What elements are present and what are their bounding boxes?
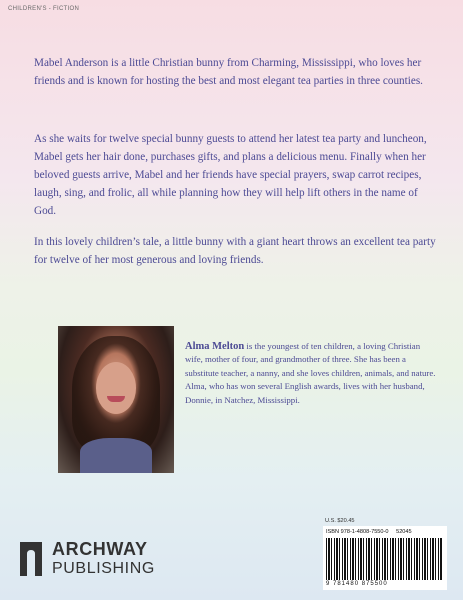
blurb-paragraph-2: As she waits for twelve special bunny guests to attend her latest tea party and luncheon, Mabel gets her hair done, purchases gifts, and plans a delicious menu. Finally when her beloved guests arrive, Mabel and her friends have special prayers, swap carrot recipes, laugh, sing, and frolic, all while planning how they will help lift others in the name of God. <box>34 133 427 217</box>
author-bio <box>185 340 440 407</box>
barcode-digits: 9 781480 875500 <box>326 581 388 587</box>
publisher-name-line1: ARCHWAY <box>52 539 148 559</box>
author-bio-text: is the youngest of ten children, a loving Christian wife, mother of four, and grandmother of three. She has been a substitute teacher, a nanny, and she loves children, animals, and nature. Alma, who has won several English awards, lives with her husband, Donnie, in Natchez, Mississippi. <box>185 341 436 405</box>
price-label: U.S. $20.45 <box>325 518 355 524</box>
isbn-number: ISBN 978-1-4808-7550-0 <box>326 529 389 535</box>
genre-label: CHILDREN'S - FICTION <box>8 6 80 12</box>
author-name: Alma Melton <box>185 341 245 352</box>
publisher-name-line2: PUBLISHING <box>52 560 155 577</box>
archway-logo-icon <box>18 540 44 578</box>
blurb-paragraph-3: In this lovely children’s tale, a little bunny with a giant heart throws an excellent tea party for twelve of her most generous and loving friends. <box>34 236 436 266</box>
isbn-text <box>326 529 412 535</box>
isbn-barcode <box>323 526 447 590</box>
barcode-bars <box>326 538 442 580</box>
author-photo-face <box>96 362 136 414</box>
isbn-price-code: 52045 <box>396 529 412 535</box>
author-photo <box>58 326 174 473</box>
blurb-paragraph-1: Mabel Anderson is a little Christian bunny from Charming, Mississippi, who loves her friends and is known for hosting the best and most elegant tea parties in three counties. <box>34 57 423 87</box>
publisher-name <box>52 540 155 578</box>
author-photo-shirt <box>80 438 152 473</box>
